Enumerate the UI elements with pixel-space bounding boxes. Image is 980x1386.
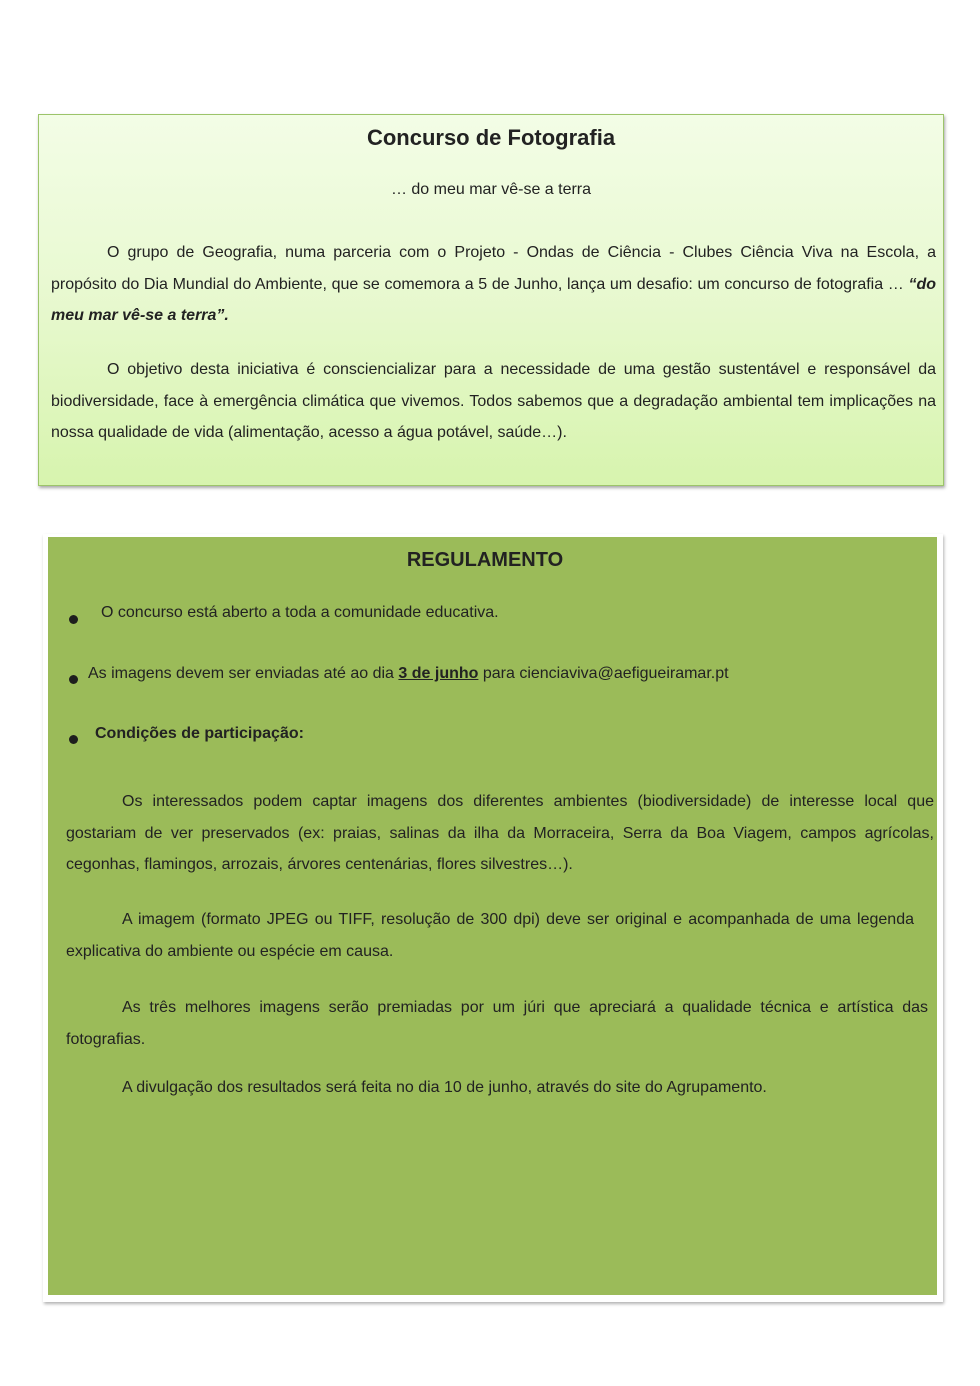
intro-paragraph-2	[51, 354, 936, 449]
intro-paragraph-1-text: O grupo de Geografia, numa parceria com o Projeto - Ondas de Ciência - Clubes Ciência Viva na Escola, a propósito do Dia Mundial do Ambiente, que se comemora a 5 de Junho, lança um desafio: um concurso de fotografia …	[51, 244, 936, 293]
regulation-paragraph-4-text: A divulgação dos resultados será feita no dia 10 de junho, através do site do Agrupamento.	[122, 1079, 767, 1096]
intro-paragraph-1	[51, 237, 936, 332]
rule-deadline-email: para cienciaviva@aefigueiramar.pt	[478, 665, 729, 682]
regulation-paragraph-1-text: Os interessados podem captar imagens dos diferentes ambientes (biodiversidade) de interesse local que gostariam de ver preservados (ex: praias, salinas da ilha da Morraceira, Serra da Boa Viagem, campos agrícolas, cegonhas, flamingos, arrozais, árvores centenárias, flores silvestres…).	[66, 793, 934, 873]
intro-quote: “do meu mar vê-se a terra”.	[51, 275, 936, 324]
page-title: Concurso de Fotografia	[366, 125, 616, 150]
rule-open-to-all: O concurso está aberto a toda a comunidade educativa.	[101, 604, 499, 621]
bullet-icon	[69, 615, 78, 624]
intro-paragraph-2-text: O objetivo desta iniciativa é consciencializar para a necessidade de uma gestão sustentável e responsável da biodiversidade, face à emergência climática que vivemos. Todos sabemos que a degradação ambiental tem implicações na nossa qualidade de vida (alimentação, acesso a água potável, saúde…).	[51, 361, 936, 441]
bullet-icon	[69, 735, 78, 744]
regulation-title: REGULAMENTO	[406, 549, 564, 571]
regulation-paragraph-2-text: A imagem (formato JPEG ou TIFF, resolução de 300 dpi) deve ser original e acompanhada de uma legenda explicativa do ambiente ou espécie em causa.	[66, 911, 914, 960]
rule-deadline-date: 3 de junho	[398, 665, 479, 682]
bullet-icon	[69, 675, 78, 684]
regulation-paragraph-4	[66, 1072, 934, 1104]
rule-deadline	[88, 665, 729, 683]
regulation-paragraph-1	[66, 786, 934, 881]
regulation-paragraph-2	[66, 904, 914, 967]
rule-conditions-heading: Condições de participação:	[95, 725, 304, 742]
regulation-paragraph-3-text: As três melhores imagens serão premiadas por um júri que apreciará a qualidade técnica e artística das fotografias.	[66, 999, 928, 1048]
regulation-box	[48, 537, 937, 1295]
page-subtitle: … do meu mar vê-se a terra	[390, 181, 592, 198]
rule-deadline-text: As imagens devem ser enviadas até ao dia	[88, 665, 399, 682]
regulation-paragraph-3	[66, 992, 928, 1055]
intro-box	[38, 114, 944, 486]
